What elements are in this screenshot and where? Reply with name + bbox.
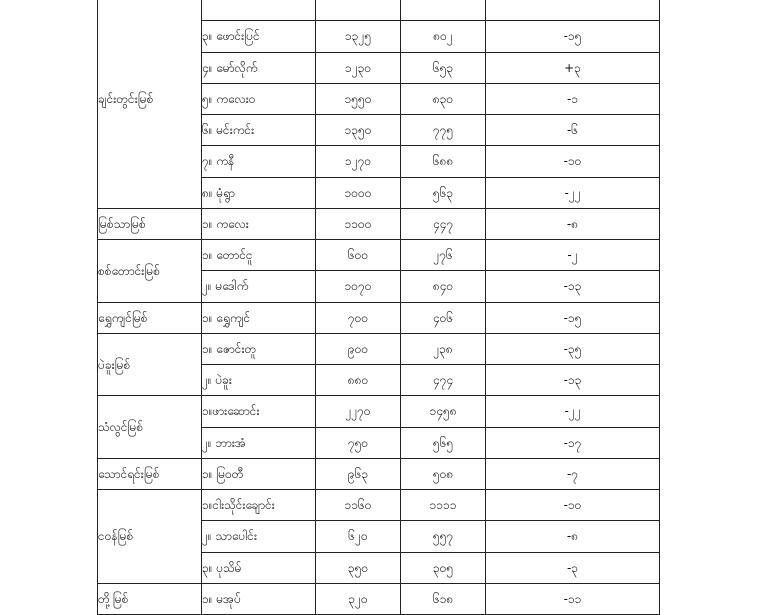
river-name-cell: ငဝန်မြစ် [98, 490, 202, 584]
difference-cell: -၁၁ [486, 583, 660, 614]
difference-cell: -၈ [486, 521, 660, 552]
river-name-cell: ပဲခူးမြစ် [98, 333, 202, 396]
river-name-cell: စစ်တောင်းမြစ် [98, 240, 202, 303]
value-b-cell: ၅၆၃ [401, 177, 486, 208]
value-b-cell: ၅၅၇ [401, 521, 486, 552]
value-a-cell: ၁၀၇၀ [316, 271, 401, 302]
difference-cell: -၁၀ [486, 146, 660, 177]
station-name-cell: ၅။ ကလေးဝ [202, 83, 316, 114]
river-name-cell: ရွှေကျင်မြစ် [98, 302, 202, 333]
value-a-cell: ၁၂၃၀ [316, 52, 401, 83]
value-b-cell: ၅၀၈ [401, 458, 486, 489]
value-b-cell: ၈၀၂ [401, 21, 486, 52]
value-b-cell: ၅၆၅ [401, 427, 486, 458]
difference-cell: -၁၃ [486, 271, 660, 302]
value-a-cell: ၁၁၆၀ [316, 490, 401, 521]
value-b-cell: ၆၅၃ [401, 52, 486, 83]
river-name-cell: မြစ်သာမြစ် [98, 208, 202, 239]
value-b-cell: ၄၀၆ [401, 302, 486, 333]
value-a-cell: ၇၀၀ [316, 302, 401, 333]
table-row [98, 396, 660, 427]
value-b-cell: ၃၀၅ [401, 552, 486, 583]
station-name-cell: ၁။ ရွှေကျင် [202, 302, 316, 333]
station-name-cell: ၆။ မင်းကင်း [202, 115, 316, 146]
value-a-cell: ၁၃၅၀ [316, 115, 401, 146]
difference-cell: -၈ [486, 208, 660, 239]
table-row [98, 302, 660, 333]
table-row [98, 490, 660, 521]
table-row [98, 240, 660, 271]
station-name-cell: ၈။ မုံရွာ [202, 177, 316, 208]
value-b-cell: ၄၇၄ [401, 365, 486, 396]
difference-cell: -၂၂ [486, 177, 660, 208]
value-b-cell: ၆၁၈ [401, 583, 486, 614]
value-b-cell: ၂၇၆ [401, 240, 486, 271]
station-name-cell: ၃။ ပုသိမ် [202, 552, 316, 583]
difference-cell: -၃၅ [486, 333, 660, 364]
value-b-cell: ၆၈၈ [401, 146, 486, 177]
table-row [98, 458, 660, 489]
value-b-cell: ၁၄၅၈ [401, 396, 486, 427]
river-name-cell: သံလွင်မြစ် [98, 396, 202, 459]
station-name-cell: ၂။ မဒေါက် [202, 271, 316, 302]
difference-cell: -၆ [486, 115, 660, 146]
station-name-cell: ၂။ ဘားအံ [202, 427, 316, 458]
difference-cell: -၁၅ [486, 21, 660, 52]
station-name-cell: ၃။ ဖောင်းပြင် [202, 21, 316, 52]
value-a-cell: ၇၅၀ [316, 427, 401, 458]
difference-cell: -၂၂ [486, 396, 660, 427]
station-name-cell: ၁။ မြဝတီ [202, 458, 316, 489]
table-row [98, 333, 660, 364]
station-name-cell: ၁။ဖားဆောင်း [202, 396, 316, 427]
value-a-cell: ၆၂၀ [316, 521, 401, 552]
value-a-cell: ၉၆၃ [316, 458, 401, 489]
table-row [98, 0, 660, 21]
difference-cell: -၁၀ [486, 490, 660, 521]
value-a-cell: ၆၀၀ [316, 240, 401, 271]
table-row [98, 583, 660, 614]
value-a-cell: ၃၅၀ [316, 552, 401, 583]
value-a-cell: ၂၂၇၀ [316, 396, 401, 427]
difference-cell: -၁ [486, 83, 660, 114]
difference-cell: -၁၅ [486, 302, 660, 333]
station-name-cell: ၇။ ကနီ [202, 146, 316, 177]
station-name-cell: ၁။ ကလေး [202, 208, 316, 239]
value-a-cell: ၁၀၀၀ [316, 177, 401, 208]
difference-cell: -၃ [486, 552, 660, 583]
value-b-cell: ၈၄၀ [401, 271, 486, 302]
difference-cell: -၁၃ [486, 365, 660, 396]
river-water-level-table [97, 0, 660, 615]
value-b-cell [401, 0, 486, 21]
value-a-cell: ၃၂၀ [316, 583, 401, 614]
station-name-cell: ၁။ငါးသိုင်းချောင်း [202, 490, 316, 521]
table-body [98, 0, 660, 615]
difference-cell [486, 0, 660, 21]
value-b-cell: ၈၃၀ [401, 83, 486, 114]
value-a-cell: ၁၂၇၀ [316, 146, 401, 177]
station-name-cell: ၁။ တောင်ငူ [202, 240, 316, 271]
table-row [98, 208, 660, 239]
value-b-cell: ၄၄၇ [401, 208, 486, 239]
difference-cell: -၁၇ [486, 427, 660, 458]
value-a-cell: ၈၈၀ [316, 365, 401, 396]
value-a-cell [316, 0, 401, 21]
value-a-cell: ၁၁၀၀ [316, 208, 401, 239]
value-b-cell: ၇၇၅ [401, 115, 486, 146]
station-name-cell [202, 0, 316, 21]
station-name-cell: ၁။ ဇောင်းတူ [202, 333, 316, 364]
river-name-cell: ချင်းတွင်းမြစ် [98, 0, 202, 208]
river-name-cell: သောင်ရင်းမြစ် [98, 458, 202, 489]
difference-cell: -၇ [486, 458, 660, 489]
station-name-cell: ၂။ ပဲခူး [202, 365, 316, 396]
station-name-cell: ၂။ သာပေါင်း [202, 521, 316, 552]
river-name-cell: တို့မြစ် [98, 583, 202, 614]
station-name-cell: ၄။ မော်လိုက် [202, 52, 316, 83]
value-b-cell: ၂၃၈ [401, 333, 486, 364]
value-b-cell: ၁၁၁၁ [401, 490, 486, 521]
value-a-cell: ၉၀၀ [316, 333, 401, 364]
value-a-cell: ၁၅၅၀ [316, 83, 401, 114]
value-a-cell: ၁၃၂၅ [316, 21, 401, 52]
station-name-cell: ၁။ မအုပ် [202, 583, 316, 614]
difference-cell: -၂ [486, 240, 660, 271]
difference-cell: +၃ [486, 52, 660, 83]
